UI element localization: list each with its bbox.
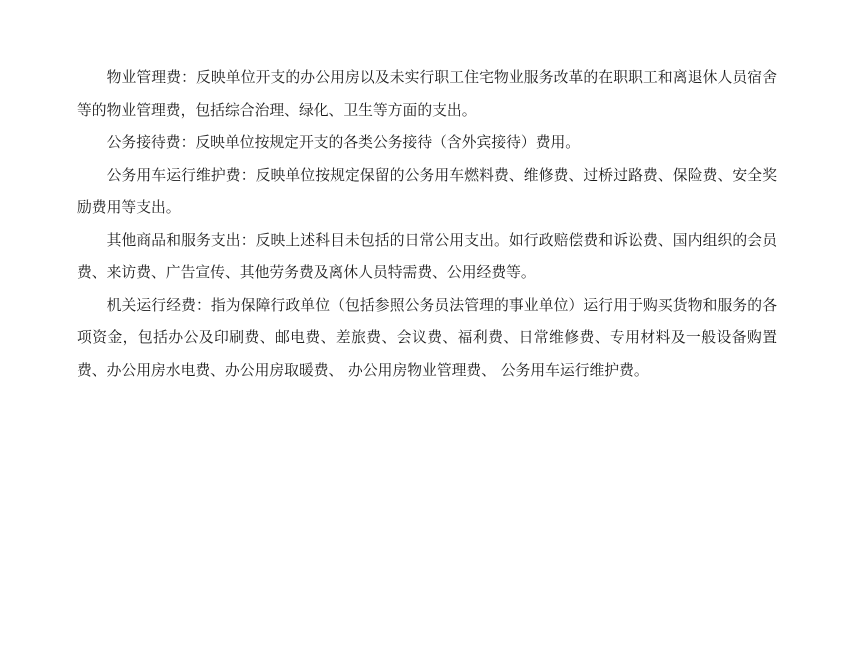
paragraph-property-management-fee: 物业管理费：反映单位开支的办公用房以及未实行职工住宅物业服务改革的在职职工和离退休人员宿舍等的物业管理费，包括综合治理、绿化、卫生等方面的支出。 <box>77 69 777 119</box>
paragraph-official-reception-fee: 公务接待费：反映单位按规定开支的各类公务接待（含外宾接待）费用。 <box>106 134 581 151</box>
paragraph-agency-operating-funds: 机关运行经费：指为保障行政单位（包括参照公务员法管理的事业单位）运行用于购买货物和服务的各项资金，包括办公及印刷费、邮电费、差旅费、会议费、福利费、日常维修费、专用材料及一般设备购置费、办公用房水电费、办公用房取暖费、 办公用房物业管理费、 公务用车运行维护费。 <box>77 296 777 379</box>
paragraph-official-vehicle-fee: 公务用车运行维护费：反映单位按规定保留的公务用车燃料费、维修费、过桥过路费、保险费、安全奖励费用等支出。 <box>77 166 777 216</box>
document-body <box>77 62 777 387</box>
paragraph-other-goods-services: 其他商品和服务支出：反映上述科目未包括的日常公用支出。如行政赔偿费和诉讼费、国内组织的会员费、来访费、广告宣传、其他劳务费及离休人员特需费、公用经费等。 <box>77 231 777 281</box>
